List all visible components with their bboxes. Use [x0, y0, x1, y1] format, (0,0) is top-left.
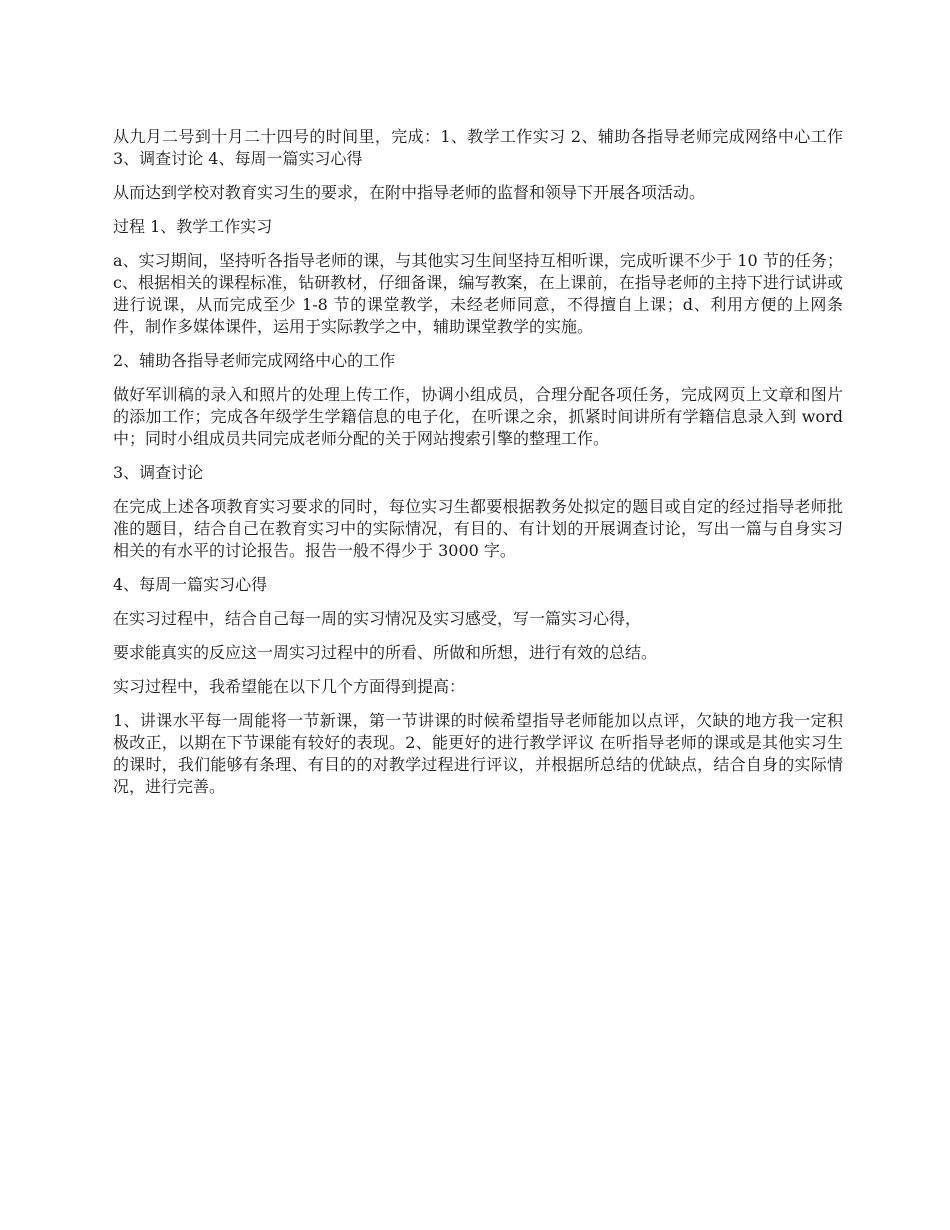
paragraph-improvement-details: 1、讲课水平每一周能将一节新课，第一节讲课的时候希望指导老师能加以点评，欠缺的地方我一定积极改正，以期在下节课能有较好的表现。2、能更好的进行教学评议 在听指导老师的课或是其他实习生的课时，我们能够有条理、有目的的对教学过程进行评议，并根据所总结的优缺点，结合自身的实际情况，进行完善。: [113, 711, 843, 796]
heading-weekly-reflection: 4、每周一篇实习心得: [113, 575, 268, 594]
paragraph-teaching-practice: a、实习期间，坚持听各指导老师的课，与其他实习生间坚持互相听课，完成听课不少于 10 节的任务； c、根据相关的课程标准，钻研教材，仔细备课，编写教案，在上课前，在指导老师的主持下进行试讲或进行说课，从而完成至少 1-8 节的课堂教学，未经老师同意，不得擅自上课；d、利用方便的上网条件，制作多媒体课件，运用于实际教学之中，辅助课堂教学的实施。: [113, 251, 843, 336]
heading-investigation: 3、调查讨论: [113, 463, 204, 482]
paragraph-goal: 从而达到学校对教育实习生的要求，在附中指导老师的监督和领导下开展各项活动。: [113, 183, 706, 202]
heading-network-center: 2、辅助各指导老师完成网络中心的工作: [113, 351, 396, 370]
paragraph-investigation: 在完成上述各项教育实习要求的同时，每位实习生都要根据教务处拟定的题目或自定的经过指导老师批准的题目，结合自己在教育实习中的实际情况，有目的、有计划的开展调查讨论，写出一篇与自身实习相关的有水平的讨论报告。报告一般不得少于 3000 字。: [113, 497, 843, 560]
heading-teaching-practice: 过程 1、教学工作实习: [113, 217, 273, 236]
paragraph-intro: 从九月二号到十月二十四号的时间里，完成：1、教学工作实习 2、辅助各指导老师完成网络中心工作 3、调查讨论 4、每周一篇实习心得: [113, 127, 843, 168]
paragraph-network-center: 做好军训稿的录入和照片的处理上传工作，协调小组成员，合理分配各项任务，完成网页上文章和图片的添加工作；完成各年级学生学籍信息的电子化，在听课之余，抓紧时间讲所有学籍信息录入到 word 中；同时小组成员共同完成老师分配的关于网站搜索引擎的整理工作。: [113, 385, 843, 448]
paragraph-requirement: 要求能真实的反应这一周实习过程中的所看、所做和所想，进行有效的总结。: [113, 643, 658, 662]
paragraph-weekly-reflection: 在实习过程中，结合自己每一周的实习情况及实习感受，写一篇实习心得，: [113, 609, 642, 628]
paragraph-improvement-intro: 实习过程中，我希望能在以下几个方面得到提高：: [113, 677, 466, 696]
document-page: [113, 126, 843, 810]
